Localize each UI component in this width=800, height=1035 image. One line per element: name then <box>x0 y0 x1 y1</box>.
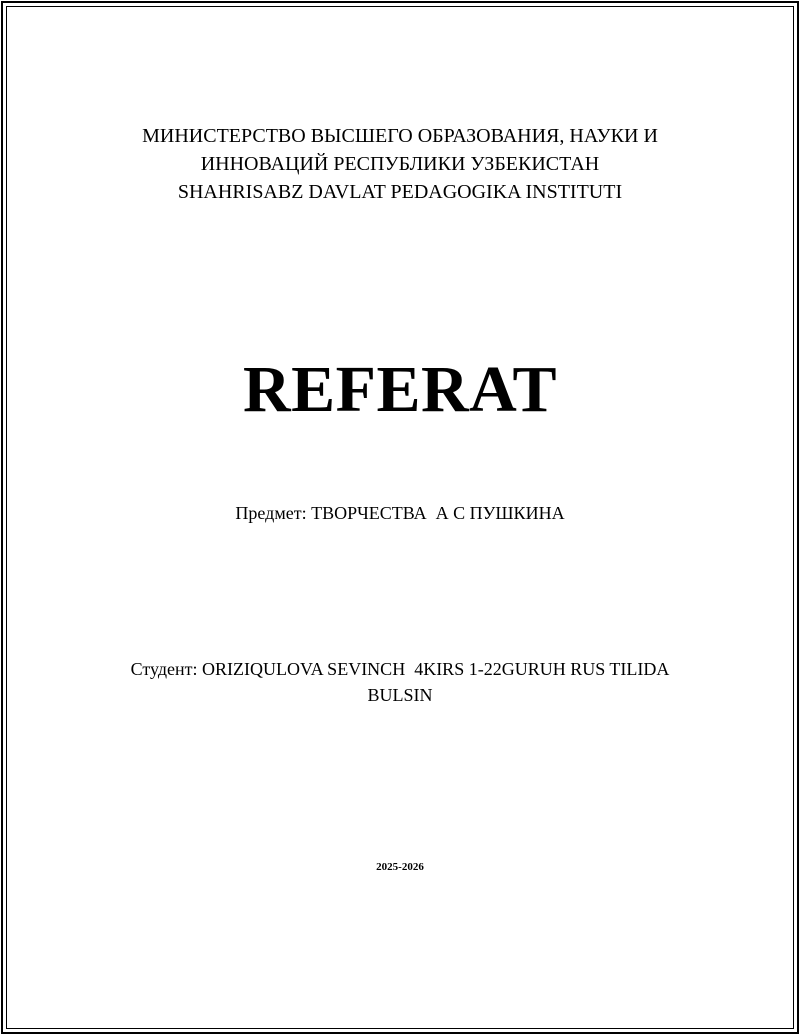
academic-year: 2025-2026 <box>376 861 424 873</box>
header-line-ministry: МИНИСТЕРСТВО ВЫСШЕГО ОБРАЗОВАНИЯ, НАУКИ И <box>142 125 658 147</box>
student-line-1: Студент: ORIZIQULOVA SEVINCH 4KIRS 1-22GURUH RUS TILIDA <box>130 659 670 679</box>
header-line-institute: SHAHRISABZ DAVLAT PEDAGOGIKA INSTITUTI <box>177 181 623 203</box>
institution-header <box>0 122 800 206</box>
document-title: REFERAT <box>243 353 557 426</box>
subject-line: Предмет: ТВОРЧЕСТВА А С ПУШКИНА <box>235 503 565 523</box>
student-info <box>0 656 800 708</box>
header-line-republic: ИННОВАЦИЙ РЕСПУБЛИКИ УЗБЕКИСТАН <box>200 153 600 175</box>
student-line-2: BULSIN <box>367 685 433 705</box>
